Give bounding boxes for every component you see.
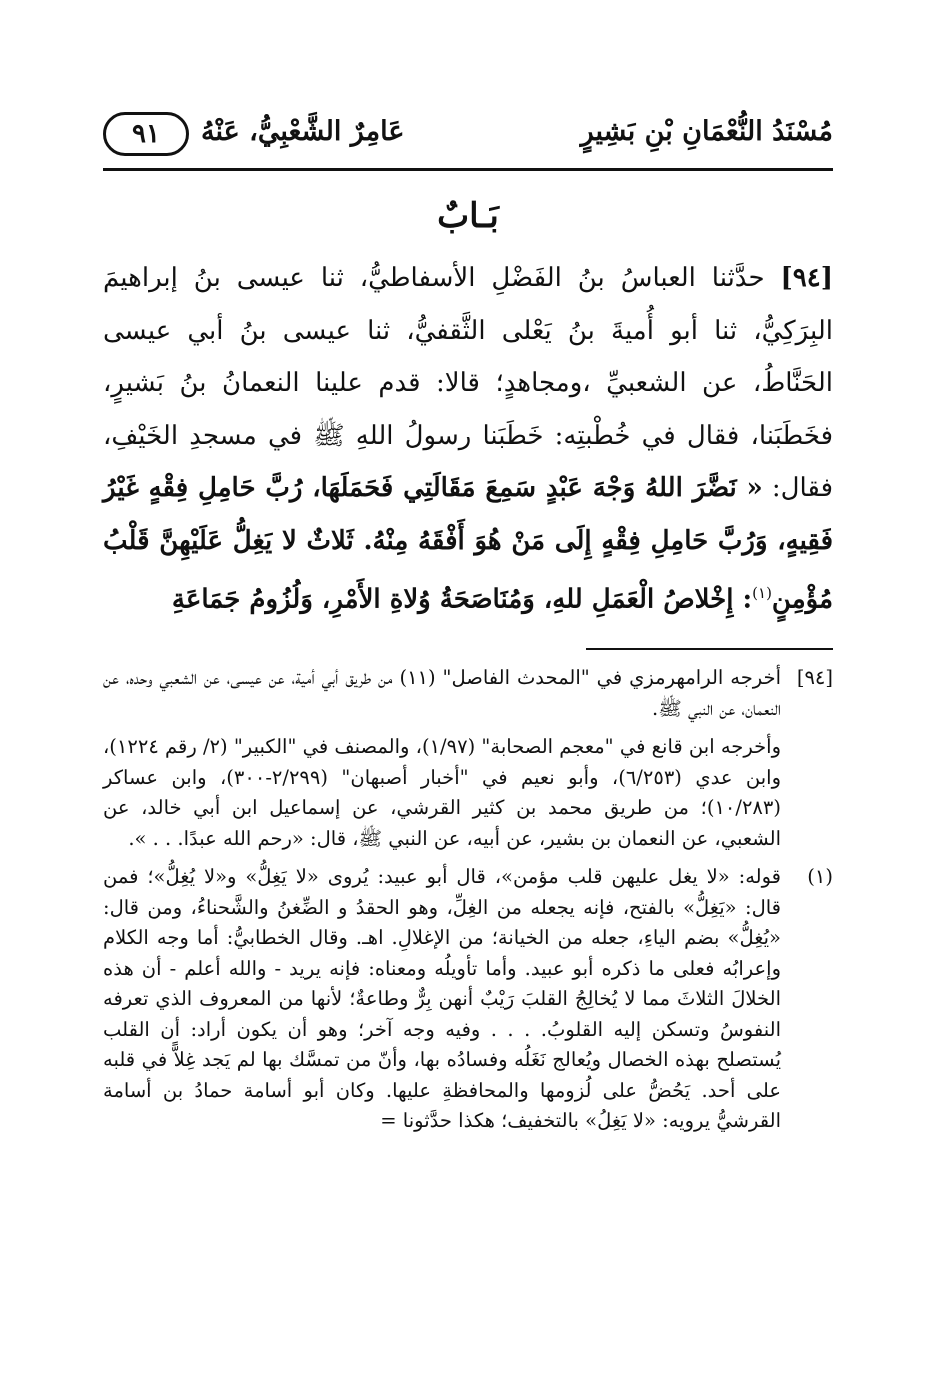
footnote-number: (١) bbox=[807, 865, 833, 888]
running-header bbox=[103, 112, 833, 160]
section-title: عَامِرٌ الشَّعْبِيُّ، عَنْهُ bbox=[201, 116, 405, 147]
hadith-matn-part1: « نَضَّرَ اللهُ وَجْهَ عَبْدٍ سَمِعَ مَقَالَتِي فَحَمَلَهَا، رُبَّ حَامِلِ فِقْهٍ غَيْرُ فَقِيهٍ، وَرُبَّ حَامِلِ فِقْهٍ إِلَى مَنْ هُوَ أَفْقَهُ مِنْهُ. ثَلاثٌ لا يَغِلُّ عَلَيْهِنَّ قَلْبُ مُؤْمِنٍ bbox=[103, 473, 833, 615]
hadith-matn-part2: : إِخْلاصُ الْعَمَلِ للهِ، وَمُنَاصَحَةُ وُلاةِ الأَمْرِ، وَلُزُومُ جَمَاعَةِ bbox=[171, 584, 753, 615]
footnote-item bbox=[103, 663, 833, 724]
footnote-text: أخرجه الرامهرمزي في "المحدث الفاصل" (١١) من طريق أبي أمية، عن عيسى، عن الشعبي وحده، عن النعمان، عن النبي ﷺ. bbox=[103, 666, 781, 720]
footnote-marker: (١) bbox=[752, 584, 772, 602]
book-title: مُسْنَدُ النُّعْمَانِ بْنِ بَشِيرٍ bbox=[580, 116, 833, 147]
footnotes bbox=[103, 663, 833, 1145]
hadith-text bbox=[103, 252, 833, 626]
page-number: ٩١ bbox=[103, 112, 189, 156]
footnote-item bbox=[103, 732, 833, 854]
hadith-isnad: حدَّثنا العباسُ بنُ الفَضْلِ الأسفاطيُّ، ثنا عيسى بنُ إبراهيمَ البِرَكِيُّ، ثنا أبو أُميةَ بنُ يَعْلى الثَّقفيُّ، ثنا عيسى بنُ أبي عيسى الحَنَّاطُ، عن الشعبيِّ ،ومجاهدٍ؛ قالا: قدم علينا النعمانُ بنُ بَشيرٍ، فخَطَبَنا، فقال في خُطْبتِه: خَطَبَنا رسولُ اللهِ ﷺ في مسجدِ الخَيْفِ، فقال: bbox=[103, 263, 833, 503]
chapter-heading: بَـابٌ bbox=[437, 196, 499, 236]
footnote-separator bbox=[586, 648, 833, 650]
hadith-number: [٩٤] bbox=[780, 263, 833, 293]
header-rule bbox=[103, 168, 833, 171]
footnote-text: وأخرجه ابن قانع في "معجم الصحابة" (١/٩٧)، والمصنف في "الكبير" (٢/ رقم ١٢٢٤)، وابن عدي (٦/٢٥٣)، وأبو نعيم في "أخبار أصبهان" (٢/٢٩٩-٣٠٠)، وابن عساكر (١٠/٢٨٣)؛ من طريق محمد بن كثير القرشي، عن إسماعيل ابن أبي خالد، عن الشعبي، عن النعمان بن بشير، عن أبيه، عن النبي ﷺ، قال: «رحم الله عبدًا. . . ». bbox=[103, 735, 782, 850]
footnote-text: قوله: «لا يغل عليهن قلب مؤمن»، قال أبو عبيد: يُروى «لا يَغِلُّ» و«لا يُغِلُّ»؛ فمن قال: «يَغِلُّ» بالفتح، فإنه يجعله من الغِلِّ، وهو الحقدُ و الضِّغنُ والشَّحناءُ، ومن قال: «يُغِلُّ» بضم الياءِ، جعله من الخيانة؛ من الإغلالِ. اهـ. وقال الخطابيُّ: أما وجه الكلام وإعرابُه فعلى ما ذكره أبو عبيد. وأما تأويلُه ومعناه: فإنه يريد - والله أعلم - أن هذه الخلالَ الثلاثَ مما لا يُخالِجُ القلبَ رَيْبٌ أنهن بِرٌّ وطاعةٌ؛ لأنها من المعروف الذي تعرفه النفوسُ وتسكن إليه القلوبُ. . . . وفيه وجه آخر؛ وهو أن يكون أراد: أن القلب يُستصلح بهذه الخصال ويُعالج نَغَلُه وفسادُه بها، وأنّ من تمسَّك بها لم يَجد غِلاًّ في قلبه على أحد. يَحُضُّ على لُزومها والمحافظةِ عليها. وكان أبو أسامة حمادُ بن أسامة القرشيُّ يرويه: «لا يَغِلُ» بالتخفيف؛ هكذا حدَّثونا = bbox=[103, 865, 781, 1132]
footnote-item bbox=[103, 862, 833, 1137]
footnote-number: [٩٤] bbox=[796, 666, 833, 689]
